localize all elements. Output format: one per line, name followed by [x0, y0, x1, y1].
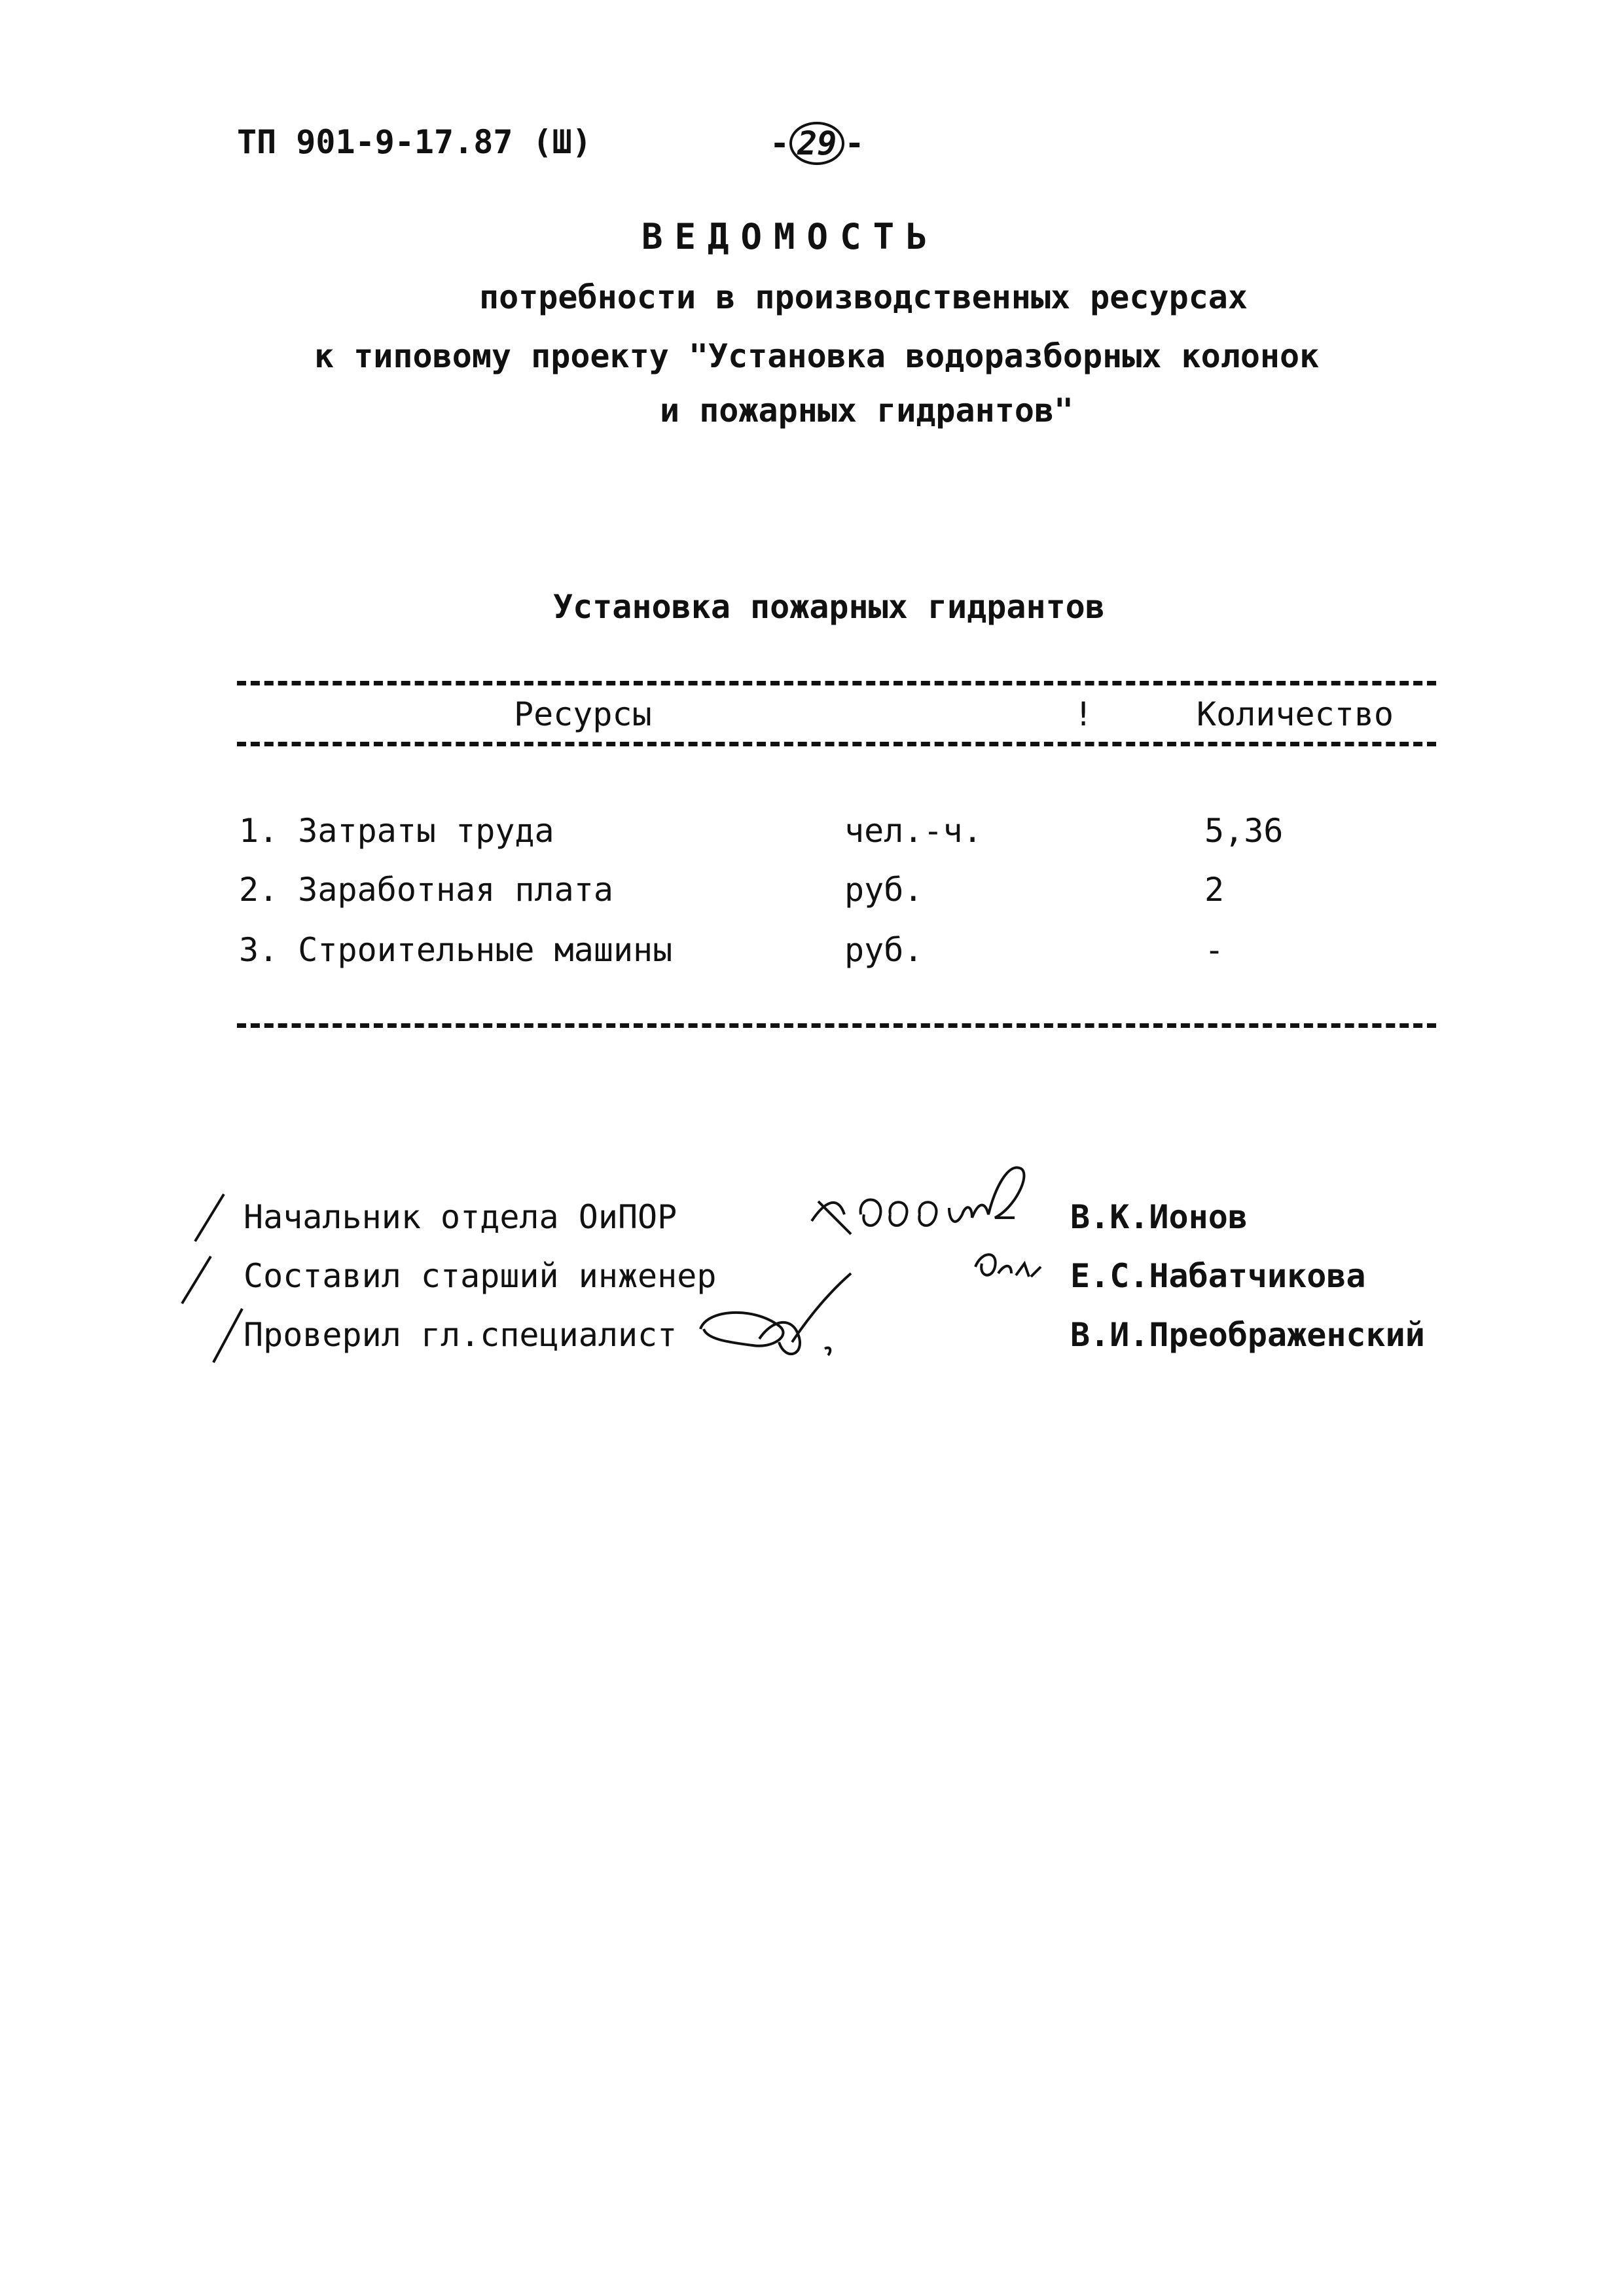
table-row-unit: чел.-ч.: [844, 812, 983, 850]
table-row-value: -: [1204, 931, 1225, 969]
title-line-2: к типовому проекту "Установка водоразборных колонок: [314, 337, 1320, 375]
document-title: ВЕДОМОСТЬ: [641, 216, 939, 257]
signatory-name-compiler: Е.С.Набатчикова: [1070, 1257, 1366, 1295]
signatory-position-compiler: Составил старший инженер: [244, 1257, 717, 1295]
table-row-value: 2: [1204, 871, 1225, 909]
column-header-separator: !: [1074, 695, 1094, 733]
table-row-unit: руб.: [844, 871, 924, 909]
table-row-value: 5,36: [1204, 812, 1284, 850]
section-title: Установка пожарных гидрантов: [553, 588, 1105, 626]
signatory-position-checker: Проверил гл.специалист: [244, 1316, 677, 1354]
title-line-1: потребности в производственных ресурсах: [479, 278, 1248, 316]
table-top-divider: [237, 681, 1436, 685]
document-code: ТП 901-9-17.87 (Ш): [237, 123, 592, 161]
page-number: - 29 -: [770, 122, 864, 165]
column-header-quantity: Количество: [1197, 695, 1394, 733]
tick-mark-1: [190, 1192, 229, 1244]
table-bottom-divider: [237, 1023, 1436, 1028]
handwritten-signature-1: [799, 1149, 1054, 1247]
page-number-value: 29: [789, 122, 844, 165]
table-header-divider: [237, 742, 1436, 746]
tick-mark-3: [208, 1306, 247, 1365]
column-header-resources: Ресурсы: [514, 695, 652, 733]
tick-mark-2: [177, 1254, 216, 1306]
table-row-name: 1. Затраты труда: [239, 812, 554, 850]
signatory-name-checker: В.И.Преображенский: [1070, 1316, 1425, 1354]
handwritten-signature-3: [694, 1264, 864, 1375]
handwritten-signature-2: [969, 1244, 1047, 1290]
table-row-unit: руб.: [844, 931, 924, 969]
signatory-position-head: Начальник отдела ОиПОР: [244, 1198, 677, 1236]
table-row-name: 2. Заработная плата: [239, 871, 613, 909]
title-line-3: и пожарных гидрантов": [660, 392, 1074, 429]
table-row-name: 3. Строительные машины: [239, 931, 673, 969]
signatory-name-head: В.К.Ионов: [1070, 1198, 1248, 1236]
